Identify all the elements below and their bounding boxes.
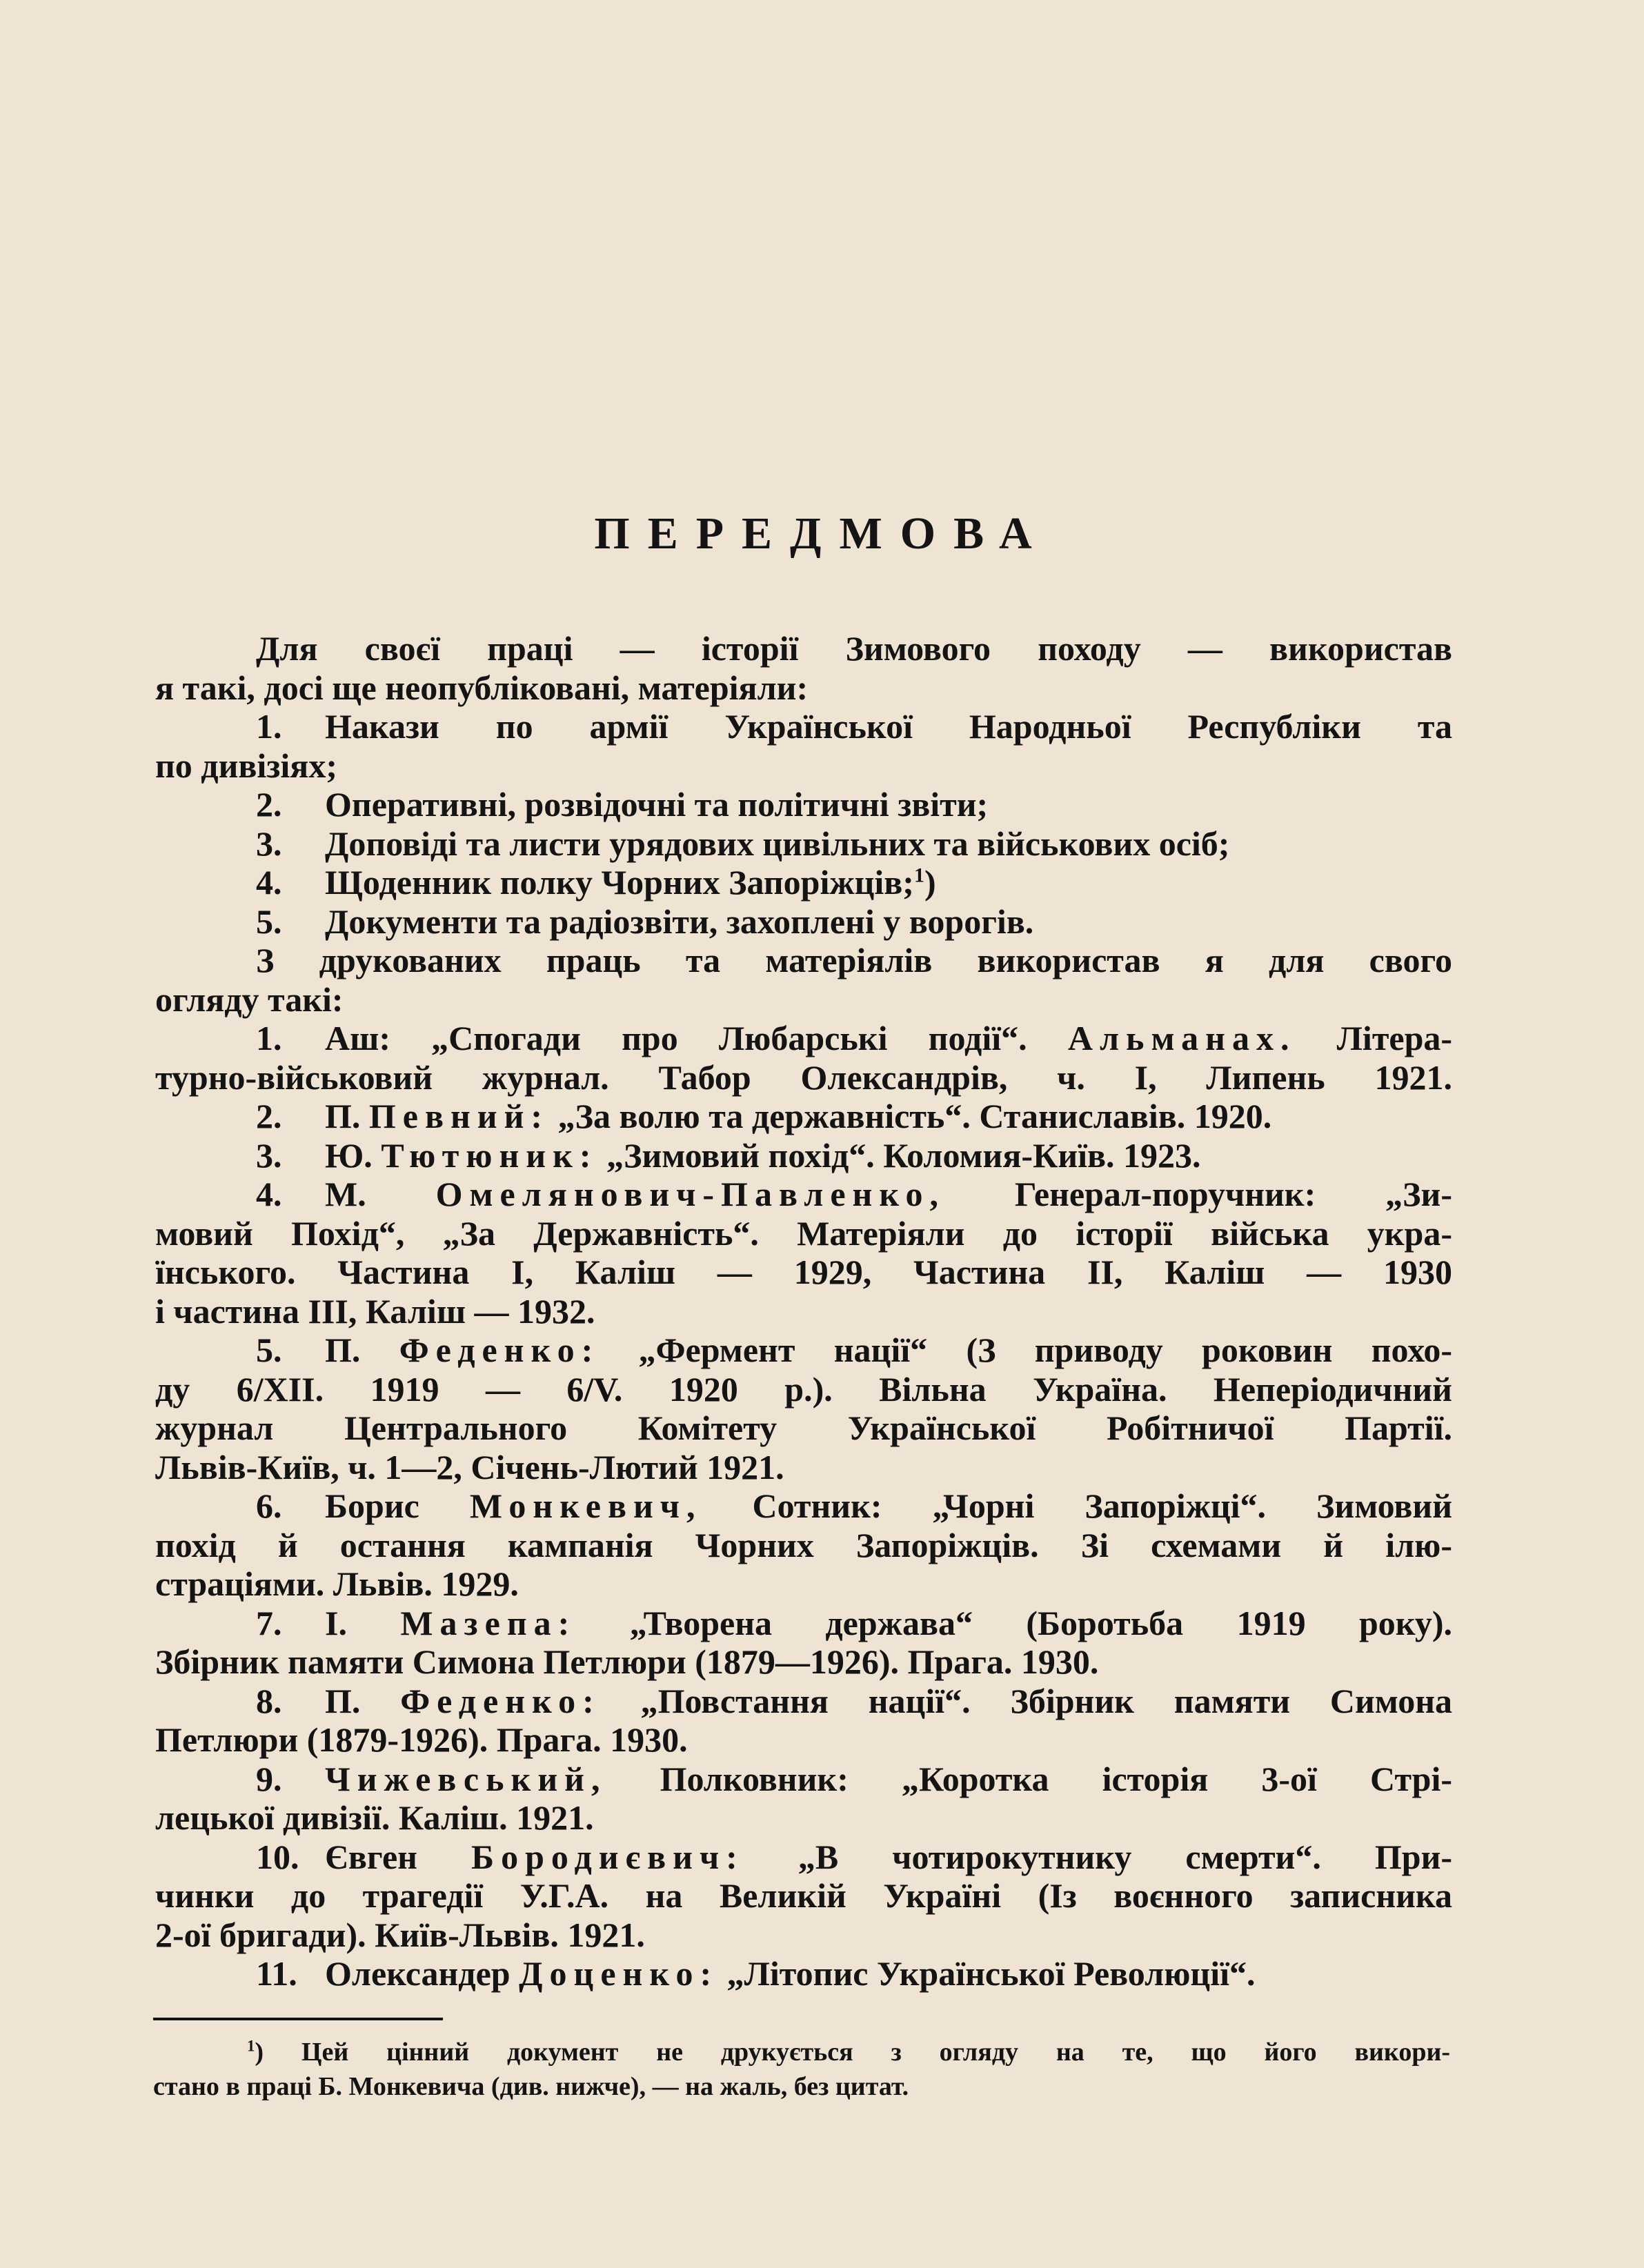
ref-author: Омелянович-Павленко, (435, 1175, 945, 1213)
list-item (155, 1954, 1452, 1993)
item-number: 11. (256, 1954, 297, 1993)
ref-text: Полковник: „Коротка історія 3-ої Стрі- (660, 1759, 1453, 1798)
text-line: турно-військовий журнал. Табор Олександрів, ч. I, Липень 1921. (155, 1057, 1452, 1097)
ref-text: „Зимовий похід“. Коломия-Київ. 1923. (606, 1135, 1201, 1175)
footnote-divider (153, 2018, 443, 2020)
ref-text: Ю. (325, 1135, 373, 1175)
item-number: 3. (256, 824, 282, 863)
ref-author: Мазепа: (400, 1603, 577, 1642)
ref-author: Феденко: (399, 1331, 600, 1369)
ref-text: Генерал-поручник: „Зи- (1014, 1175, 1453, 1213)
text-line: по дивізіях; (155, 746, 337, 785)
ref-text: „За волю та державність“. Станиславів. 1920. (557, 1097, 1272, 1135)
item-text: Доповіді та листи урядових цивільних та військових осіб; (325, 824, 1230, 863)
ref-text: „Фермент нації“ (З приводу роковин похо- (638, 1331, 1452, 1369)
footnote-mark: 1 (247, 2037, 255, 2055)
item-number: 4. (256, 1175, 282, 1213)
ref-text: Літера- (1336, 1019, 1453, 1057)
list-item (155, 1331, 1452, 1370)
text-line: 2-ої бригади). Київ-Львів. 1921. (155, 1915, 645, 1954)
text-line: їнського. Частина I, Каліш — 1929, Частина II, Каліш — 1930 (155, 1253, 1452, 1291)
item-number: 2. (256, 1097, 282, 1135)
ref-text: „Творена держава“ (Боротьба 1919 року). (629, 1603, 1453, 1642)
list-item (155, 1019, 1452, 1058)
ref-text: Олександер (325, 1954, 511, 1993)
ref-text: „Повстання нації“. Збірник памяти Симона (640, 1681, 1453, 1720)
ref-author: Тютюник: (381, 1135, 598, 1175)
text-line: огляду такі: (155, 979, 344, 1019)
ref-text: Сотник: „Чорні Запоріжці“. Зимовий (752, 1486, 1453, 1525)
footnote-text: ) Цей цінний документ не друкується з огляду на те, що його викори- (255, 2038, 1450, 2067)
list-item (155, 1838, 1452, 1877)
ref-author: Доценко: (519, 1954, 719, 1993)
ref-text: П. (325, 1097, 361, 1135)
ref-text: П. (325, 1681, 361, 1720)
text-line: і частина III, Каліш — 1932. (155, 1291, 595, 1331)
ref-author: Монкевич, (469, 1486, 702, 1525)
ref-author: Певний: (368, 1097, 550, 1135)
text-line: мовий Похід“, „За Державність“. Матеріяли до історії війська укра- (155, 1213, 1452, 1253)
footnote-line: стано в праці Б. Монкевича (див. нижче), — на жаль, без цитат. (153, 2072, 909, 2101)
item-number: 10. (256, 1837, 299, 1876)
footnote (153, 2035, 1450, 2104)
item-number: 7. (256, 1603, 282, 1642)
text-line: лецької дивізії. Каліш. 1921. (155, 1798, 594, 1837)
item-number: 5. (256, 902, 282, 941)
item-number: 5. (256, 1331, 282, 1369)
text-line: чинки до трагедії У.Г.А. на Великій Україні (Із воєнного записника (155, 1876, 1452, 1915)
list-item (155, 707, 1452, 746)
text-line: журнал Центрального Комітету Української Робітничої Партії. (155, 1409, 1452, 1447)
text-line: Львів-Київ, ч. 1—2, Січень-Лютий 1921. (155, 1447, 784, 1486)
ref-author: Феденко: (400, 1681, 601, 1720)
text-line: З друкованих праць та матеріялів використав я для свого (256, 941, 1452, 979)
item-number: 1. (256, 1019, 282, 1057)
preface-body (155, 629, 1452, 1993)
item-number: 2. (256, 785, 282, 824)
item-text: Щоденник полку Чорних Запоріжців; (325, 863, 914, 902)
list-item (155, 1175, 1452, 1214)
footnote-line (153, 2035, 1450, 2069)
item-number: 1. (256, 707, 282, 746)
list-item (155, 824, 1452, 864)
text-line: Збірник памяти Симона Петлюри (1879—1926). Прага. 1930. (155, 1642, 1099, 1681)
ref-text: „В чотирокутнику смерти“. При- (798, 1837, 1453, 1876)
printed-sources-paragraph (155, 941, 1452, 1019)
list-item (155, 902, 1452, 942)
ref-text: Євген (325, 1837, 417, 1876)
text-line: ду 6/XII. 1919 — 6/V. 1920 р.). Вільна Україна. Неперіодичний (155, 1369, 1452, 1409)
page-title: ПЕРЕДМОВА (594, 508, 1050, 559)
list-item (155, 1097, 1452, 1136)
list-item (155, 1760, 1452, 1799)
list-item (155, 863, 1452, 902)
item-text: Накази по армії Української Народньої Республіки та (325, 707, 1452, 746)
ref-text: Аш: „Спогади про Любарські події“. (325, 1019, 1027, 1057)
ref-text: „Літопис Української Революції“. (726, 1954, 1256, 1993)
ref-text: М. (325, 1175, 366, 1213)
ref-text: І. (325, 1603, 347, 1642)
footnote-ref: 1 (913, 864, 924, 887)
item-text: Оперативні, розвідочні та політичні звіти; (325, 785, 989, 824)
item-number: 8. (256, 1681, 282, 1720)
ref-text: Борис (325, 1486, 419, 1525)
ref-spaced-text: Альманах. (1067, 1019, 1296, 1057)
text-line: похід й остання кампанія Чорних Запоріжців. Зі схемами й ілю- (155, 1525, 1452, 1564)
item-text: Документи та радіозвіти, захоплені у ворогів. (325, 902, 1034, 941)
item-number: 9. (256, 1759, 282, 1798)
intro-paragraph (155, 629, 1452, 707)
list-item (155, 1486, 1452, 1526)
ref-author: Чижевський, (325, 1759, 607, 1798)
item-text-tail: ) (924, 863, 936, 902)
ref-text: П. (325, 1331, 361, 1369)
list-item (155, 1604, 1452, 1643)
item-number: 6. (256, 1486, 282, 1525)
list-item (155, 785, 1452, 824)
list-item (155, 1682, 1452, 1721)
text-line: страціями. Львів. 1929. (155, 1564, 519, 1603)
item-number: 4. (256, 863, 282, 902)
item-number: 3. (256, 1135, 282, 1175)
archive-list (155, 707, 1452, 941)
text-line: Петлюри (1879-1926). Прага. 1930. (155, 1720, 688, 1759)
list-item (155, 1136, 1452, 1175)
text-line: я такі, досі ще неопубліковані, матеріяли: (155, 668, 809, 707)
reference-list (155, 1019, 1452, 1993)
ref-author: Бородиєвич: (471, 1837, 744, 1876)
text-line: Для своєї праці — історії Зимового походу — використав (256, 629, 1452, 668)
